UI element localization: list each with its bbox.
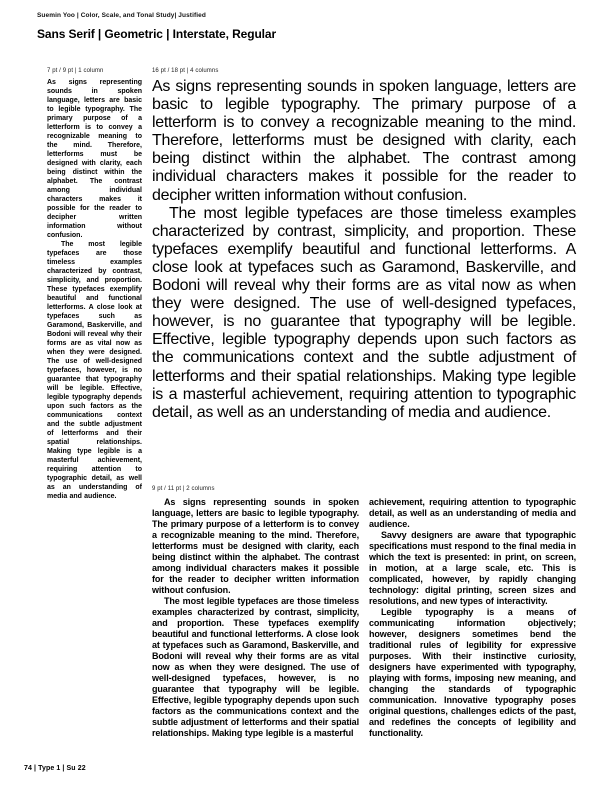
specimen-paragraph: The most legible typefaces are those timeless examples characterized by contrast, simplicity, and proportion. These typefaces exemplify beautiful and functional letterforms. A close look at typefaces such as Garamond, Baskerville, and Bodoni will reveal why their forms are as vital now as when they were designed. The use of well-designed typefaces, however, is no guarantee that typography will be legible. Effective, legible typography depends upon such factors as the communications context and the subtle adjustment of letterforms and their spatial relationships. Making type legible is a masterful [152,596,359,738]
specimen-paragraph: As signs representing sounds in spoken language, letters are basic to legible typography. The primary purpose of a letterform is to convey a recognizable meaning to the mind. Therefore, letterforms must be designed with clarity, each being distinct within the alphabet. The contrast among individual characters makes it possible for the reader to decipher written information without confusion. [152,497,359,595]
specimen-block-9pt-column-1 [152,497,359,739]
page-title: Sans Serif | Geometric | Interstate, Regular [37,27,277,41]
specimen-block-16pt [152,68,576,422]
specimen-paragraph: As signs representing sounds in spoken language, letters are basic to legible typography. The primary purpose of a letterform is to convey a recognizable meaning to the mind. Therefore, letterforms must be designed with clarity, each being distinct within the alphabet. The contrast among individual characters makes it possible for the reader to decipher written information without confusion. [152,78,576,204]
specimen-paragraph: achievement, requiring attention to typographic detail, as well as an understanding of media and audience. [369,497,576,529]
block-label-16pt: 16 pt / 18 pt | 4 columns [152,68,219,74]
page-footer: 74 | Type 1 | Su 22 [24,765,86,772]
author-line: Suemin Yoo | Color, Scale, and Tonal Study| Justified [37,12,206,19]
specimen-paragraph: Legible typography is a means of communicating information objectively; however, designers sometimes bend the traditional rules of legibility for expressive purposes. With their instinctive curiosity, designers have experimented with typography, playing with forms, imposing new meaning, and changing the standards of typographic communication. Innovative typography poses original questions, challenges edicts of the past, and redefines the concepts of legibility and functionality. [369,607,576,738]
block-label-7pt: 7 pt / 9 pt | 1 column [47,68,104,74]
specimen-paragraph: Savvy designers are aware that typographic specifications must respond to the final media in which the text is presented: in print, on screen, in motion, at a large scale, etc. This is complicated, however, by rapidly changing technology: digital printing, screen sizes and resolutions, and new types of interactivity. [369,530,576,606]
specimen-paragraph: As signs representing sounds in spoken language, letters are basic to legible typography. The primary purpose of a letterform is to convey a recognizable meaning to the mind. Therefore, letterforms must be designed with clarity, each being distinct within the alphabet. The contrast among individual characters makes it possible for the reader to decipher written information without confusion. [47,79,142,239]
block-label-9pt: 9 pt / 11 pt | 2 columns [152,486,215,492]
specimen-block-7pt [47,68,142,501]
specimen-block-9pt-column-2 [369,497,576,739]
specimen-paragraph: The most legible typefaces are those timeless examples characterized by contrast, simplicity, and proportion. These typefaces exemplify beautiful and functional letterforms. A close look at typefaces such as Garamond, Baskerville, and Bodoni will reveal why their forms are as vital now as when they were designed. The use of well-designed typefaces, however, is no guarantee that typography will be legible. Effective, legible typography depends upon such factors as the communications context and the subtle adjustment of letterforms and their spatial relationships. Making type legible is a masterful achievement, requiring attention to typographic detail, as well as an understanding of media and audience. [152,204,576,421]
specimen-paragraph: The most legible typefaces are those timeless examples characterized by contrast, simplicity, and proportion. These typefaces exemplify beautiful and functional letterforms. A close look at typefaces such as Garamond, Baskerville, and Bodoni will reveal why their forms are as vital now as when they were designed. The use of well-designed typefaces, however, is no guarantee that typography will be legible. Effective, legible typography depends upon such factors as the communications context and the subtle adjustment of letterforms and their spatial relationships. Making type legible is a masterful achievement, requiring attention to typographic detail, as well as an understanding of media and audience. [47,241,142,500]
